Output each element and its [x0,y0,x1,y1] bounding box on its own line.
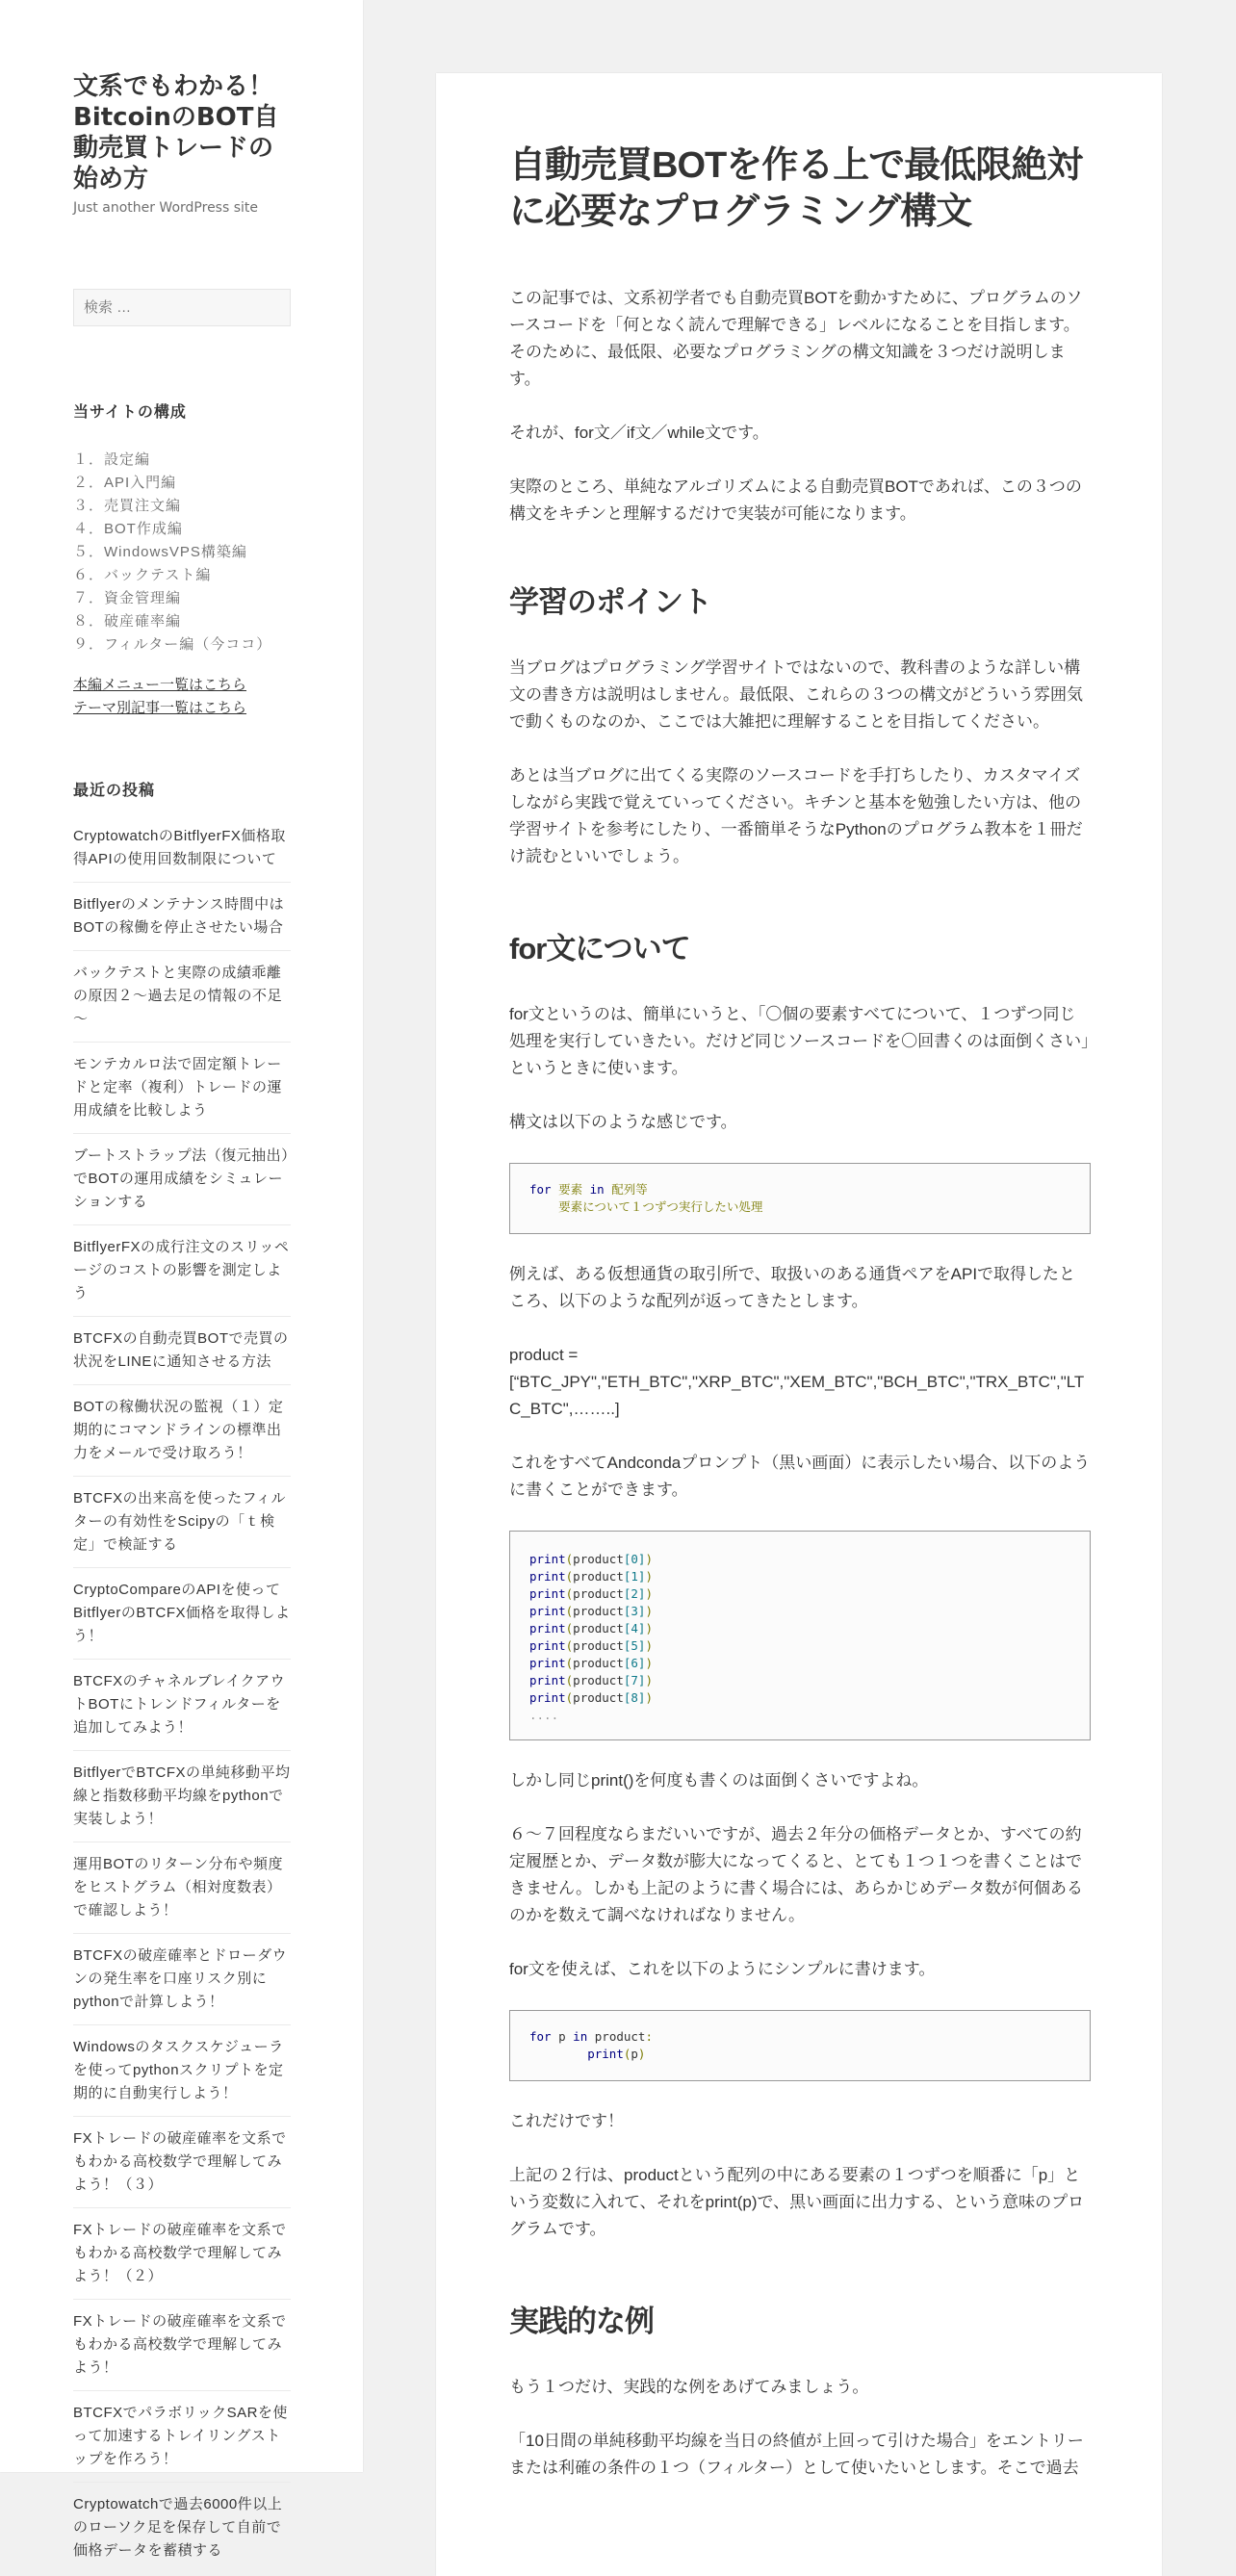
recent-post-link[interactable]: CryptoCompareのAPIを使ってBitflyerのBTCFX価格を取得しよう！ [73,1582,291,1644]
recent-post-item [73,1476,291,1567]
structure-item: ３．売買注文編 [73,498,182,514]
recent-post-item [73,1042,291,1133]
code-block-print-list [509,1531,1091,1740]
recent-post-item [73,1933,291,2024]
recent-post-link[interactable]: BitflyerでBTCFXの単純移動平均線と指数移動平均線をpythonで実装しよう！ [73,1765,291,1827]
code-line: print(product[8]) [529,1690,653,1705]
structure-item: ９．フィルター編（今ココ） [73,636,272,653]
code-line: print(product[2]) [529,1586,653,1601]
recent-posts-list [73,825,291,2573]
recent-post-item [73,1224,291,1316]
recent-post-item [73,1750,291,1842]
code-block-for-loop: for p in product: print(p) [509,2010,1091,2081]
recent-post-item [73,1659,291,1750]
recent-post-item [73,950,291,1042]
article-title: 自動売買BOTを作る上で最低限絶対に必要なプログラミング構文 [509,145,1083,232]
recent-post-item [73,2116,291,2207]
paragraph: ６～７回程度ならまだいいですが、過去２年分の価格データとか、すべての約定履歴とか、データ数が膨大になってくると、とても１つ１つを書くことはできません。しかも上記のように書く場合には、あらかじめデータ数が何個あるのかを数えて調べなければなりません。 [509,1825,1084,1924]
paragraph: あとは当ブログに出てくる実際のソースコードを手打ちしたり、カスタマイズしながら実践で覚えていってください。キチンと基本を勉強したい方は、他の学習サイトを参考にしたり、一番簡単そうなPythonのプログラム教本を１冊だけ読むといいでしょう。 [509,766,1083,865]
recent-post-item [73,2024,291,2116]
recent-post-link[interactable]: FXトレードの破産確率を文系でもわかる高校数学で理解してみよう！（２） [73,2222,287,2284]
recent-post-link[interactable]: BTCFXの出来高を使ったフィルターの有効性をScipyの「ｔ検定」で検証する [73,1490,286,1553]
code-line: print(product[1]) [529,1569,653,1584]
article-card [436,73,1162,2576]
recent-post-link[interactable]: BOTの稼働状況の監視（１）定期的にコマンドラインの標準出力をメールで受け取ろう！ [73,1399,284,1461]
recent-post-item [73,2299,291,2390]
paragraph: 例えば、ある仮想通貨の取引所で、取扱いのある通貨ペアをAPIで取得したところ、以下のような配列が返ってきたとします。 [509,1265,1076,1310]
paragraph: これをすべてAndcondaプロンプト（黒い画面）に表示したい場合、以下のように書くことができます。 [509,1454,1091,1499]
heading-for-statement: for文について [509,932,690,966]
structure-widget-title: 当サイトの構成 [73,404,187,421]
article [509,142,1091,2482]
paragraph: この記事では、文系初学者でも自動売買BOTを動かすために、プログラムのソースコードを「何となく読んで理解できる」レベルになることを目指します。そのために、最低限、必要なプログラミングの構文知識を３つだけ説明します。 [509,289,1083,388]
paragraph: 構文は以下のような感じです。 [509,1113,737,1131]
paragraph: 実際のところ、単純なアルゴリズムによる自動売買BOTであれば、この３つの構文をキチンと理解するだけで実装が可能になります。 [509,477,1082,523]
sidebar [0,0,363,2559]
recent-post-item [73,1842,291,1933]
recent-post-link[interactable]: モンテカルロ法で固定額トレードと定率（複利）トレードの運用成績を比較しよう [73,1056,283,1119]
code-block-for-syntax: for 要素 in 配列等 要素について１つずつ実行したい処理 [509,1163,1091,1234]
paragraph: for文というのは、簡単にいうと、「〇個の要素すべてについて、１つずつ同じ処理を実行していきたい。だけど同じソースコードを〇回書くのは面倒くさい」というときに使います。 [509,1005,1090,1077]
recent-post-item [73,2482,291,2573]
recent-post-link[interactable]: バックテストと実際の成績乖離の原因２～過去足の情報の不足～ [73,965,283,1027]
recent-post-link[interactable]: Cryptowatchで過去6000件以上のローソク足を保存して自前で価格データを蓄積する [73,2496,283,2559]
paragraph: しかし同じprint()を何度も書くのは面倒くさいですよね。 [509,1771,929,1790]
code-line: print(product[5]) [529,1638,653,1653]
paragraph: もう１つだけ、実践的な例をあげてみましょう。 [509,2378,869,2396]
recent-post-item [73,1567,291,1659]
site-description: Just another WordPress site [73,200,259,216]
recent-post-link[interactable]: CryptowatchのBitflyerFX価格取得APIの使用回数制限について [73,828,286,867]
code-ellipsis: .... [529,1708,559,1722]
structure-item: ７．資金管理編 [73,590,182,606]
recent-post-link[interactable]: BitflyerFXの成行注文のスリッページのコストの影響を測定しよう [73,1239,290,1301]
recent-post-link[interactable]: 運用BOTのリターン分布や頻度をヒストグラム（相対度数表）で確認しよう！ [73,1856,284,1919]
structure-item: ２．API入門編 [73,475,177,491]
paragraph: それが、for文／if文／while文です。 [509,424,769,442]
recent-post-link[interactable]: BTCFXでパラボリックSARを使って加速するトレイリングストップを作ろう！ [73,2405,288,2467]
paragraph: 上記の２行は、productという配列の中にある要素の１つずつを順番に「p」という変数に入れて、それをprint(p)で、黒い画面に出力する、という意味のプログラムです。 [509,2166,1085,2238]
recent-post-item [73,1384,291,1476]
recent-posts-title: 最近の投稿 [73,783,156,799]
recent-post-link[interactable]: FXトレードの破産確率を文系でもわかる高校数学で理解してみよう！（３） [73,2130,287,2193]
recent-post-item [73,1133,291,1224]
code-line: print(product[0]) [529,1552,653,1566]
recent-post-link[interactable]: Bitflyerのメンテナンス時間中はBOTの稼働を停止させたい場合 [73,896,285,936]
heading-practical-example: 実践的な例 [509,2305,654,2338]
structure-list [73,449,291,657]
paragraph: これだけです！ [509,2112,624,2130]
main-menu-link[interactable]: 本編メニュー一覧はこちら [73,677,247,693]
recent-post-item [73,825,291,882]
structure-item: ８．破産確率編 [73,613,182,630]
code-line: print(product[4]) [529,1621,653,1636]
recent-post-link[interactable]: BTCFXのチャネルブレイクアウトBOTにトレンドフィルターを追加してみよう！ [73,1673,286,1736]
recent-post-link[interactable]: Windowsのタスクスケジューラを使ってpythonスクリプトを定期的に自動実行しよう！ [73,2039,284,2101]
structure-item: ６．バックテスト編 [73,567,212,583]
code-line: print(product[7]) [529,1673,653,1687]
structure-item: １．設定編 [73,451,151,468]
recent-post-item [73,882,291,950]
recent-post-link[interactable]: BTCFXの自動売買BOTで売買の状況をLINEに通知させる方法 [73,1330,289,1370]
recent-post-item [73,2390,291,2482]
structure-item: ４．BOT作成編 [73,521,183,537]
code-line: print(product[6]) [529,1656,653,1670]
recent-post-item [73,1316,291,1384]
search-input[interactable] [73,289,291,326]
structure-item: ５．WindowsVPS構築編 [73,544,247,560]
theme-articles-link[interactable]: テーマ別記事一覧はこちら [73,700,247,716]
paragraph: [“BTC_JPY","ETH_BTC","XRP_BTC","XEM_BTC","BCH_BTC","TRX_BTC","LTC_BTC",……..] [509,1373,1085,1418]
recent-post-link[interactable]: FXトレードの破産確率を文系でもわかる高校数学で理解してみよう！ [73,2313,287,2376]
paragraph: product = [509,1346,579,1364]
recent-post-link[interactable]: ブートストラップ法（復元抽出）でBOTの運用成績をシミュレーションする [73,1147,290,1210]
heading-learning-points: 学習のポイント [509,585,711,619]
paragraph: for文を使えば、これを以下のようにシンプルに書けます。 [509,1960,936,1978]
recent-post-link[interactable]: BTCFXの破産確率とドローダウンの発生率を口座リスク別にpythonで計算しよう！ [73,1947,288,2010]
code-line: print(product[3]) [529,1604,653,1618]
site-title-link[interactable]: 文系でもわかる！BitcoinのBOT自動売買トレードの始め方 [73,72,279,193]
paragraph: 当ブログはプログラミング学習サイトではないので、教科書のような詳しい構文の書き方は説明はしません。最低限、これらの３つの構文がどういう雰囲気で動くものなのか、ここでは大雑把に理解することを目指してください。 [509,658,1084,731]
recent-post-item [73,2207,291,2299]
paragraph: 「10日間の単純移動平均線を当日の終値が上回って引けた場合」をエントリーまたは利確の条件の１つ（フィルター）として使いたいとします。そこで過去 [509,2432,1084,2477]
